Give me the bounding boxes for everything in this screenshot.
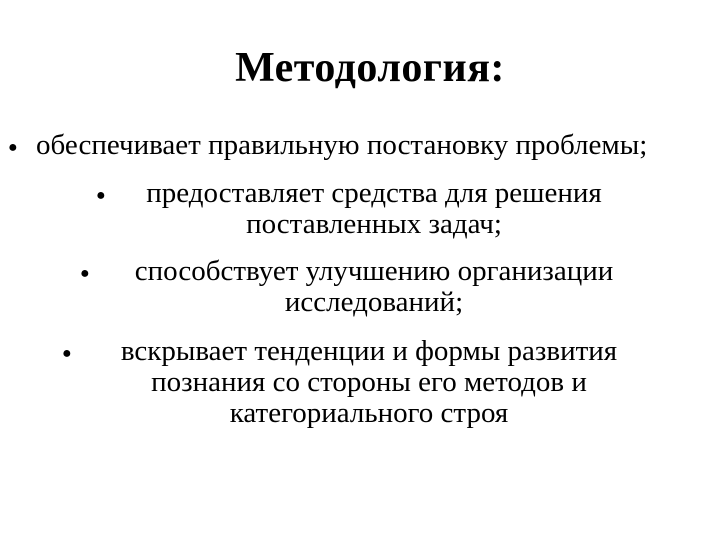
bullet-item bbox=[62, 336, 702, 429]
bullet-text: вскрывает тенденции и формы развития познания со стороны его методов и категориального строя bbox=[120, 335, 618, 429]
bullet-dot-icon: ● bbox=[80, 265, 90, 282]
bullet-item bbox=[96, 178, 676, 240]
bullet-dot-icon: ● bbox=[62, 345, 72, 362]
bullet-dot-icon: ● bbox=[96, 187, 106, 204]
bullet-text: обеспечивает правильную постановку проблемы; bbox=[36, 129, 648, 161]
bullet-dot-icon: ● bbox=[8, 139, 18, 156]
bullet-item bbox=[80, 256, 680, 318]
bullet-text: способствует улучшению организации исследований; bbox=[134, 255, 614, 318]
bullet-text: предоставляет средства для решения поставленных задач; bbox=[146, 177, 602, 240]
slide-title: Методология: bbox=[235, 45, 505, 91]
